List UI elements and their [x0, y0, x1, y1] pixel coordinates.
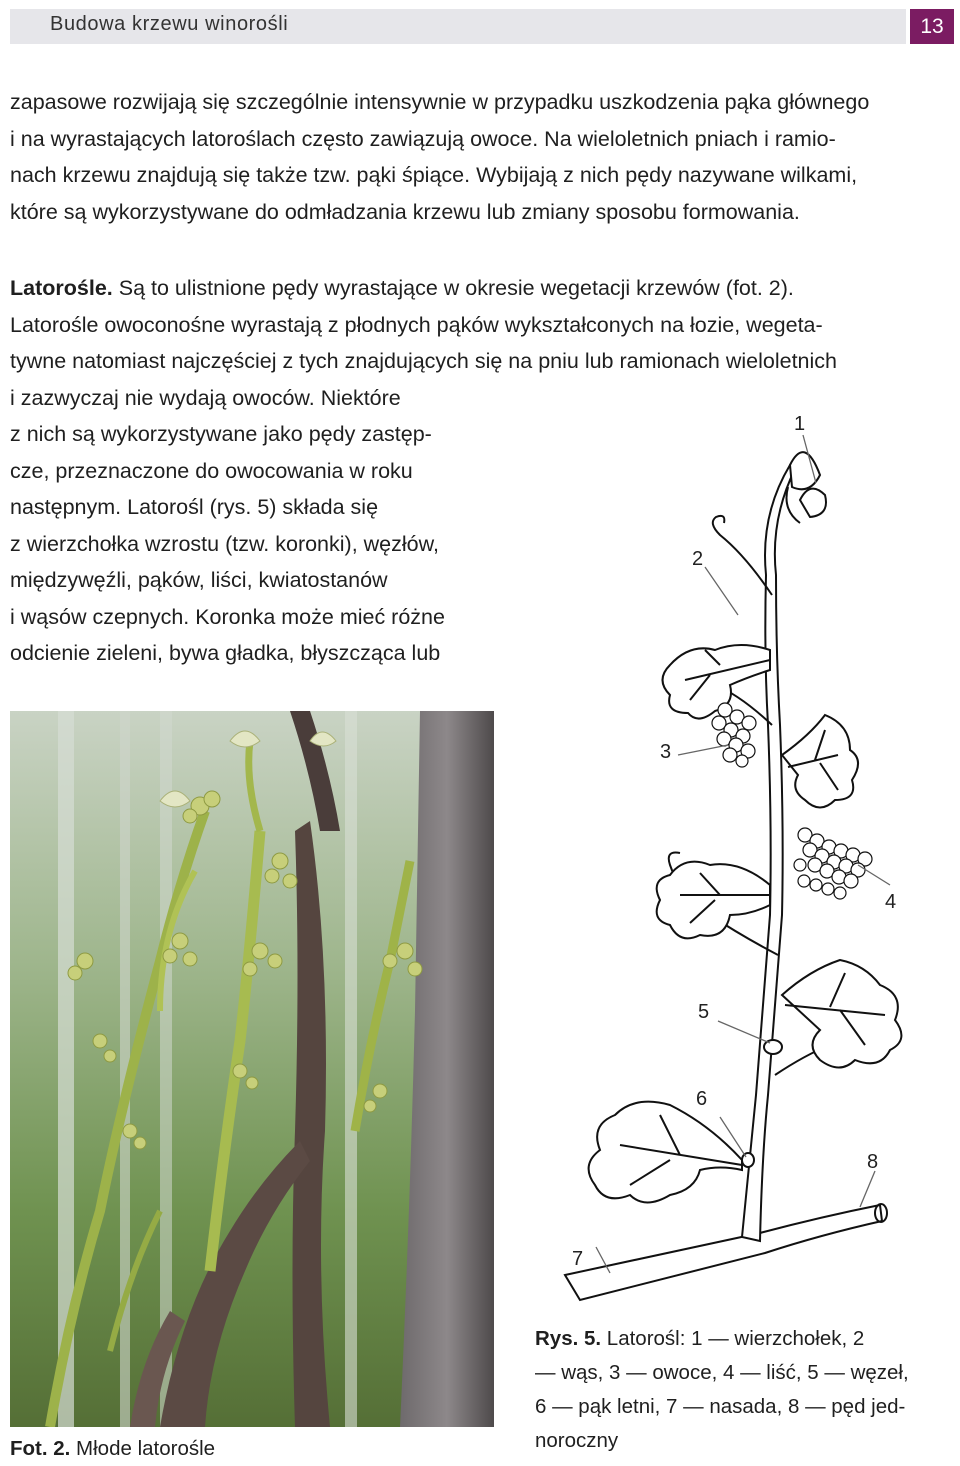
- diagram-label-5: 5: [698, 1001, 710, 1023]
- section-lead: Latorośle.: [10, 276, 113, 300]
- text-span: Są to ulistnione pędy wyrastające w okresie wegetacji krzewów (fot. 2).: [112, 276, 794, 300]
- text-line: cze, przeznaczone do owocowania w roku: [10, 458, 413, 483]
- diagram-label-2: 2: [692, 548, 704, 570]
- text-line: i na wyrastających latoroślach często zawiązują owoce. Na wieloletnich pniach i ramio-: [10, 126, 836, 151]
- caption-text: Młode latorośle: [70, 1437, 216, 1460]
- text-line: Latorośle owoconośne wyrastają z płodnych pąków wykształconych na łozie, wegeta-: [10, 312, 823, 337]
- page-number: 13: [910, 9, 954, 44]
- diagram-label-3: 3: [660, 741, 672, 763]
- diagram-label-4: 4: [885, 891, 897, 913]
- text-line: z wierzchołka wzrostu (tzw. koronki), węzłów,: [10, 531, 439, 556]
- diagram-label-1: 1: [794, 413, 806, 435]
- text-line: nach krzewu znajdują się także tzw. pąki śpiące. Wybijają z nich pędy nazywane wilkami,: [10, 163, 858, 187]
- caption-line: 6 — pąk letni, 7 — nasada, 8 — pęd jed-: [535, 1395, 906, 1418]
- caption-line: — wąs, 3 — owoce, 4 — liść, 5 — węzeł,: [535, 1361, 909, 1384]
- text-line: i zazwyczaj nie wydają owoców. Niektóre: [10, 385, 401, 410]
- diagram-label-8: 8: [867, 1151, 879, 1173]
- shoot-diagram: [520, 395, 960, 1315]
- caption-label: Fot. 2.: [10, 1437, 71, 1460]
- caption-line: noroczny: [535, 1429, 619, 1452]
- text-line: [10, 270, 955, 307]
- running-header: Budowa krzewu winorośli: [50, 13, 289, 35]
- text-line: następnym. Latorośl (rys. 5) składa się: [10, 495, 379, 519]
- shoot-illustration: [520, 395, 960, 1315]
- text-line: które są wykorzystywane do odmładzania krzewu lub zmiany sposobu formowania.: [10, 199, 800, 224]
- photo-caption: [10, 1432, 215, 1466]
- paragraph-intro: [10, 84, 955, 230]
- caption-line: [535, 1322, 955, 1356]
- text-line: tywne natomiast najczęściej z tych znajdujących się na pniu lub ramionach wieloletnich: [10, 349, 837, 373]
- diagram-label-7: 7: [572, 1248, 584, 1270]
- text-line: zapasowe rozwijają się szczególnie intensywnie w przypadku uszkodzenia pąka głównego: [10, 90, 870, 114]
- caption-text: Latorośl: 1 — wierzchołek, 2: [601, 1327, 865, 1350]
- photo-young-shoots: [10, 711, 494, 1427]
- figure-caption: [535, 1322, 955, 1458]
- diagram-label-6: 6: [696, 1088, 708, 1110]
- text-line: z nich są wykorzystywane jako pędy zastęp-: [10, 422, 432, 446]
- text-line: i wąsów czepnych. Koronka może mieć różne: [10, 604, 445, 629]
- text-line: międzywęźli, pąków, liści, kwiatostanów: [10, 568, 388, 592]
- photo-illustration: [10, 711, 494, 1427]
- text-line: odcienie zieleni, bywa gładka, błyszcząca lub: [10, 641, 441, 665]
- caption-label: Rys. 5.: [535, 1327, 602, 1350]
